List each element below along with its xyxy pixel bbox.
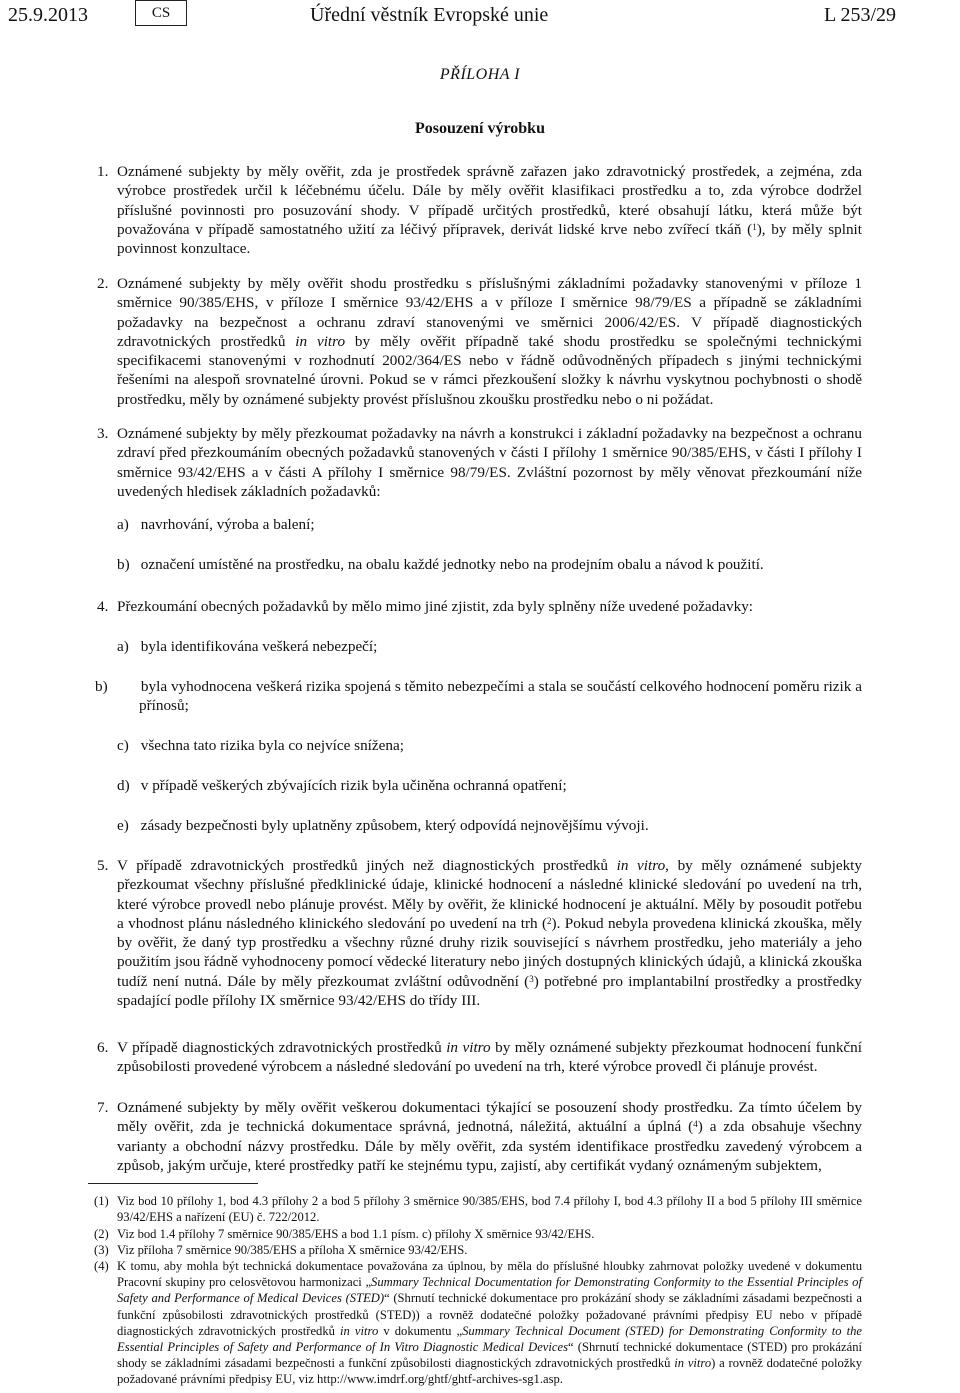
paragraph-text: ), by měly splnit povinnost konzultace. [117, 220, 862, 258]
italic-term: in vitro [295, 332, 346, 350]
paragraph-6 [97, 1038, 862, 1077]
paragraph-3 [97, 424, 862, 501]
footnote-3 [94, 1242, 862, 1258]
footnote-2 [94, 1226, 862, 1242]
footnote-number: (1) [94, 1194, 109, 1208]
footnote-text: K tomu, aby mohla být technická dokumentace považována za úplnou, by měla do příslušné hloubky zahrnovat položky uvedené v dokumentu Pracovní skupiny pro celosvětovou harmonizaci „ [117, 1259, 862, 1290]
paragraph-number: 2. [97, 275, 109, 292]
footnote-divider [88, 1183, 258, 1184]
footnote-text: “ (Shrnutí technické dokumentace (STED) pro prokázání shody se základními zásadami bezpečnosti a funkční způsobilosti diagnostických zdravotnických prostředků [117, 1340, 862, 1371]
paragraph-number: 7. [97, 1099, 109, 1116]
list-text: byla vyhodnocena veškerá rizika spojená s těmito nebezpečími a stala se součástí celkového hodnocení poměru rizik a přínosů; [139, 678, 863, 715]
language-badge: CS [135, 0, 187, 26]
list-label: d) [117, 777, 130, 794]
italic-term: in vitro [616, 857, 666, 874]
paragraph-text: V případě zdravotnických prostředků jiných než diagnostických prostředků [117, 857, 617, 874]
footnote-4 [94, 1258, 863, 1388]
list-item-4a [117, 637, 862, 656]
list-text: všechna tato rizika byla co nejvíce snížena; [140, 737, 404, 754]
footnote-ref: 1 [752, 221, 757, 232]
annex-label: PŘÍLOHA I [439, 66, 521, 83]
paragraph-text: ) a zda obsahuje všechny varianty a obchodní názvy prostředku. Dále by měly ověřit, zda systém identifikace prostředku zavedený výrobcem a způsob, jakým určuje, které prostředky patří ke stejnému typu, zajistí, aby certifikát vydaný oznámeným subjektem, [117, 1118, 862, 1174]
italic-term: in vitro [340, 1323, 379, 1338]
list-text: navrhování, výroba a balení; [140, 516, 315, 533]
paragraph-text: Přezkoumání obecných požadavků by mělo mimo jiné zjistit, zda byly splněny níže uvedené požadavky: [117, 598, 754, 615]
list-item-3b [117, 555, 862, 574]
paragraph-number: 5. [97, 857, 109, 874]
list-item-4e [117, 816, 862, 835]
list-item-4d [117, 776, 862, 795]
footnote-text: Viz příloha 7 směrnice 90/385/EHS a příloha X směrnice 93/42/EHS. [117, 1243, 468, 1257]
list-item-4c [117, 736, 862, 755]
footnote-1 [94, 1193, 862, 1225]
page-reference: L 253/29 [824, 4, 897, 26]
italic-term: Summary Technical Document (STED) for Demonstrating Conformity to the Essential Principles of Safety and Performance of In Vitro Diagnostic Medical Devices [117, 1323, 863, 1355]
paragraph-number: 4. [97, 598, 109, 615]
paragraph-text: ) potřebné pro implantabilní prostředky a prostředky spadající podle přílohy IX směrnice 93/42/EHS do třídy III. [117, 972, 862, 1010]
footnote-number: (3) [94, 1243, 109, 1257]
header-date: 25.9.2013 [8, 4, 88, 26]
list-label: a) [117, 638, 129, 655]
paragraph-number: 1. [97, 163, 109, 180]
footnote-number: (2) [94, 1227, 109, 1241]
list-label: b) [95, 678, 108, 695]
paragraph-text: Oznámené subjekty by měly ověřit veškerou dokumentaci týkající se posouzení shody prostředku. Za tímto účelem by měly ověřit, zda je technická dokumentace správná, jednotná, náležitá, aktuální a úplná ( [117, 1099, 862, 1136]
list-text: označení umístěné na prostředku, na obalu každé jednotky nebo na prodejním obalu a návod k použití. [140, 556, 764, 573]
footnote-text: v dokumentu „ [378, 1323, 463, 1338]
list-text: byla identifikována veškerá nebezpečí; [140, 638, 378, 655]
paragraph-text: , by měly oznámené subjekty přezkoumat všechny příslušné předklinické údaje, klinické hodnocení a následné klinické sledování po uvedení na trh, které výrobce provedl nebo plánuje provést. Měly by ověřit, že klinické hodnocení je aktuální. Měly by posoudit potřebu a vhodnost plánu následného klinického sledování po uvedení na trh ( [117, 857, 862, 932]
footnote-number: (4) [94, 1259, 109, 1273]
footnote-ref: 3 [529, 973, 534, 984]
journal-title: Úřední věstník Evropské unie [310, 4, 549, 26]
paragraph-text: Oznámené subjekty by měly přezkoumat požadavky na návrh a konstrukci i základní požadavky na bezpečnost a ochranu zdraví před přezkoumáním obecných požadavků stanovených v části I přílohy 1 směrnice 90/385/EHS, v části I přílohy I směrnice 93/42/EHS a v části A přílohy I směrnice 98/79/ES. Zvláštní pozornost by měly věnovat přezkoumání níže uvedených hledisek základních požadavků: [117, 425, 862, 500]
list-label: a) [117, 516, 129, 533]
paragraph-text: V případě diagnostických zdravotnických prostředků [117, 1039, 447, 1056]
list-label: c) [117, 737, 129, 754]
paragraph-2 [97, 274, 863, 409]
italic-term: in vitro [674, 1356, 712, 1371]
footnote-text: Viz bod 1.4 přílohy 7 směrnice 90/385/EHS a bod 1.1 písm. c) přílohy X směrnice 93/42/EHS. [117, 1227, 595, 1241]
footnote-ref: 4 [693, 1119, 698, 1130]
paragraph-1 [97, 162, 862, 258]
paragraph-text: Oznámené subjekty by měly ověřit shodu prostředku s příslušnými základními požadavky stanovenými v příloze 1 směrnice 90/385/EHS, v příloze I směrnice 93/42/EHS a v příloze I směrnice 98/79/ES a případně se základními požadavky na bezpečnost a ochranu zdraví stanovenými ve směrnici 2006/42/ES. V případě diagnostických zdravotnických prostředků [117, 275, 862, 350]
paragraph-text: by měly oznámené subjekty přezkoumat hodnocení funkční způsobilosti provedené výrobcem a následné sledování po uvedení na trh, které výrobce provedl či plánuje provést. [117, 1039, 862, 1076]
list-text: zásady bezpečnosti byly uplatněny způsobem, který odpovídá nejnovějšímu vývoji. [140, 817, 649, 834]
italic-term: Summary Technical Documentation for Demonstrating Conformity to the Essential Principles of Safety and Performance of Medical Devices (STED) [117, 1275, 862, 1306]
list-text: v případě veškerých zbývajících rizik byla učiněna ochranná opatření; [140, 777, 567, 794]
list-label: e) [117, 817, 129, 834]
footnote-text: “ (Shrnutí technické dokumentace pro prokázání shody se základními zásadami bezpečnosti a funkční způsobilosti zdravotnických prostředků (STED)) a rovněž dodatečné položky požadované právními předpisy EU nebo v případě diagnostických zdravotnických prostředků [117, 1291, 862, 1338]
footnote-ref: 2 [547, 915, 552, 926]
paragraph-text: ). Pokud nebyla provedena klinická zkouška, měly by ověřit, že daný typ prostředku a všechny různé druhy rizik související s návrhem prostředku, jeho materiály a jeho použitím jsou řádně vyhodnoceny pomocí vědecké literatury nebo jiných dostupných klinických údajů, a klinická zkouška tudíž není nutná. Dále by měly přezkoumat zvláštní odůvodnění ( [117, 914, 863, 990]
list-item-3a [117, 515, 862, 534]
footnote-text: Viz bod 10 přílohy 1, bod 4.3 přílohy 2 a bod 5 přílohy 3 směrnice 90/385/EHS, bod 7.4 přílohy I, bod 4.3 přílohy II a bod 5 přílohy III směrnice 93/42/EHS a nařízení (EU) č. 722/2012. [117, 1194, 862, 1225]
paragraph-text: Oznámené subjekty by měly ověřit, zda je prostředek správně zařazen jako zdravotnický prostředek, a zejména, zda výrobce prostředek určil k léčebnému účelu. Dále by měly ověřit klasifikaci prostředku a to, zda výrobce dodržel příslušné povinnosti pro posuzování shody. V případě určitých prostředků, které obsahují látku, která může být považována v případě samostatného užití za léčivý přípravek, derivát lidské krve nebo zvířecí tkáň ( [117, 163, 862, 238]
footnote-text: ) a rovněž dodatečné položky požadované právními předpisy EU, viz http://www.imdrf.org/ghtf/ghtf-archives-sg1.asp. [117, 1356, 862, 1387]
italic-term: in vitro [446, 1039, 491, 1056]
paragraph-7 [97, 1098, 862, 1175]
paragraph-number: 3. [97, 425, 109, 442]
paragraph-number: 6. [97, 1039, 109, 1056]
list-item-4b [95, 677, 863, 716]
list-label: b) [117, 556, 130, 573]
paragraph-text: by měly ověřit případně také shodu prostředku se společnými technickými specifikacemi stanovenými v rozhodnutí 2002/364/ES nebo v řádně odůvodněných případech s jinými technickými řešeními na alespoň srovnatelné úrovni. Pokud se v rámci přezkoušení složky k návrhu vyskytnou pochybnosti o shodě prostředku, měly by oznámené subjekty provést příslušnou zkoušku prostředku nebo o ni požádat. [117, 332, 863, 408]
paragraph-4 [97, 597, 862, 616]
annex-title: Posouzení výrobku [415, 120, 545, 137]
paragraph-5 [97, 856, 863, 1010]
